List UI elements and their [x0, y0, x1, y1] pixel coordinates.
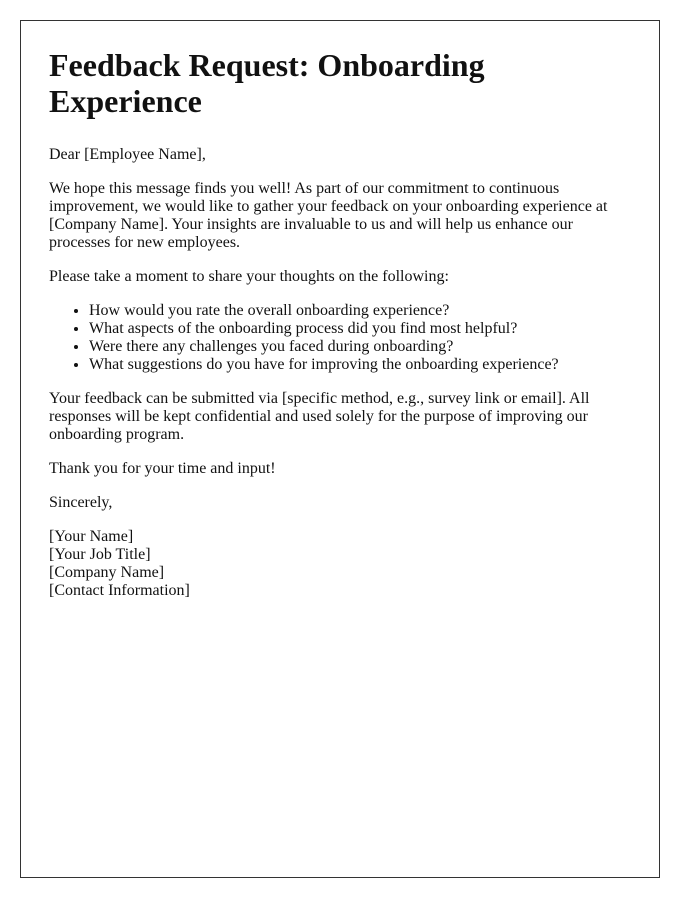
question-list	[49, 302, 631, 374]
signature-block	[49, 528, 631, 600]
list-item: • What suggestions do you have for improving the onboarding experience?	[89, 356, 631, 374]
greeting: Dear [Employee Name],	[49, 146, 206, 163]
intro-paragraph: We hope this message finds you well! As part of our commitment to continuous improvement, we would like to gather your feedback on your onboarding experience at [Company Name]. Your insights are invaluable to us and will help us enhance our processes for new employees.	[49, 180, 608, 251]
list-item: • What aspects of the onboarding process did you find most helpful?	[89, 320, 631, 338]
signature-job-title: [Your Job Title]	[49, 546, 151, 563]
signature-company: [Company Name]	[49, 564, 165, 581]
submission-paragraph: Your feedback can be submitted via [specific method, e.g., survey link or email]. All responses will be kept confidential and used solely for the purpose of improving our onboarding program.	[49, 390, 590, 443]
signature-contact: [Contact Information]	[49, 582, 190, 599]
prompt-paragraph: Please take a moment to share your thoughts on the following:	[49, 268, 449, 285]
letter-page	[20, 20, 660, 878]
letter-title: Feedback Request: Onboarding Experience	[49, 47, 485, 119]
list-item: • How would you rate the overall onboarding experience?	[89, 302, 631, 320]
signature-name: [Your Name]	[49, 528, 134, 545]
list-item: • Were there any challenges you faced during onboarding?	[89, 338, 631, 356]
thanks-paragraph: Thank you for your time and input!	[49, 460, 276, 477]
closing: Sincerely,	[49, 494, 113, 511]
